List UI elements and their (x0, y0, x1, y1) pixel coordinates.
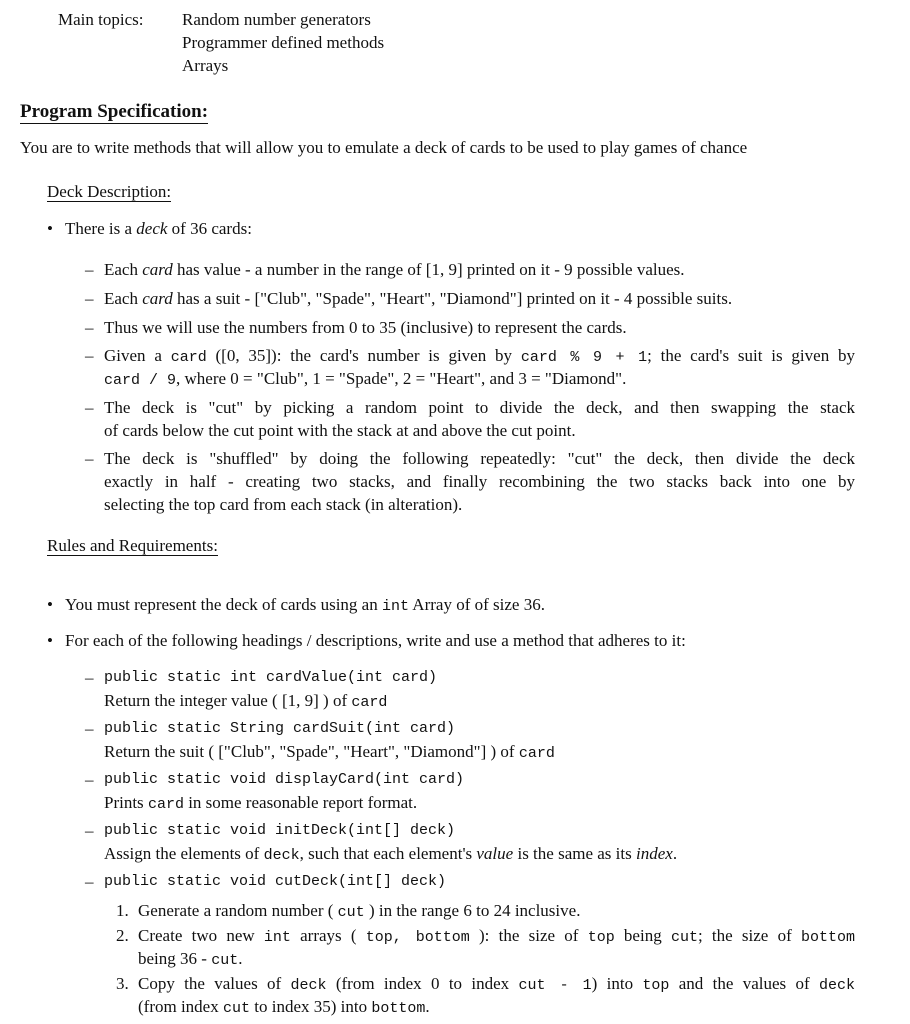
dash-icon: – (85, 449, 94, 468)
text-run: (from index 0 to index (326, 974, 519, 993)
inline-code: card (351, 694, 388, 711)
text-run: has a suit - ["Club", "Spade", "Heart", "Diamond"] printed on it - 4 possible suits. (172, 289, 733, 308)
text-line (138, 996, 430, 1020)
text-line (104, 471, 855, 493)
inline-code: top, bottom (365, 929, 470, 946)
text-line (104, 317, 627, 339)
text-line (104, 843, 677, 867)
inline-code: card (147, 796, 184, 813)
text-run: selecting the top card from each stack (in alteration). (104, 495, 463, 514)
text-line (138, 973, 855, 997)
inline-code: cut (211, 952, 239, 969)
dash-icon: – (85, 289, 94, 308)
text-line (104, 448, 855, 470)
dash-icon: – (85, 770, 94, 789)
text-run: has value - a number in the range of [1, 9] printed on it - 9 possible values. (172, 260, 685, 279)
text-line (104, 259, 685, 281)
text-run: Create two new (138, 926, 264, 945)
text-line (104, 397, 855, 419)
inline-code: top (642, 977, 670, 994)
subheading-deck: Deck Description: (47, 182, 172, 201)
text-run: and the values of (669, 974, 819, 993)
dash-icon: – (85, 668, 94, 687)
emphasis: card (142, 260, 173, 279)
text-run: For each of the following headings / descriptions, write and use a method that adheres to it: (65, 631, 686, 650)
inline-code: deck (263, 847, 300, 864)
text-line (104, 420, 576, 442)
spec-intro: You are to write methods that will allow you to emulate a deck of cards to be used to play games of chance (20, 138, 748, 157)
dash-icon: – (85, 719, 94, 738)
inline-code: card (170, 349, 207, 366)
inline-code: cut - 1 (518, 977, 592, 994)
inline-code: top (587, 929, 615, 946)
text-run: arrays ( (290, 926, 366, 945)
inline-code: cut (670, 929, 698, 946)
subheading-rules: Rules and Requirements: (47, 536, 218, 555)
text-run: Each (104, 260, 143, 279)
text-line (104, 368, 626, 392)
method-signature: public static void cutDeck(int[] deck) (104, 873, 447, 890)
inline-code: card % 9 + 1 (520, 349, 648, 366)
inline-code: cut (337, 904, 365, 921)
emphasis: value (476, 844, 514, 863)
inline-code: int (381, 598, 409, 615)
dash-icon: – (85, 398, 94, 417)
dash-icon: – (85, 872, 94, 891)
text-line (65, 630, 686, 652)
text-run: (from index (138, 997, 223, 1016)
text-run: The deck is "cut" by picking a random point to divide the deck, and then swapping the stack (104, 398, 855, 417)
inline-code: deck (290, 977, 327, 994)
text-line (104, 345, 855, 369)
text-run: . (425, 997, 430, 1016)
dash-icon: – (85, 318, 94, 337)
text-run: The deck is "shuffled" by doing the following repeatedly: "cut" the deck, then divide the deck (104, 449, 855, 468)
text-run: in some reasonable report format. (183, 793, 418, 812)
text-run: ; the size of (697, 926, 801, 945)
dash-icon: – (85, 821, 94, 840)
text-line (104, 288, 732, 310)
text-run: of cards below the cut point with the stack at and above the cut point. (104, 421, 576, 440)
bullet-icon: • (47, 219, 53, 238)
bullet-icon: • (47, 631, 53, 650)
emphasis: card (142, 289, 173, 308)
text-run: ): the size of (469, 926, 588, 945)
text-run: Copy the values of (138, 974, 291, 993)
method-signature: public static String cardSuit(int card) (104, 720, 456, 737)
text-run: Prints (104, 793, 148, 812)
inline-code: int (263, 929, 291, 946)
text-line (104, 792, 417, 816)
text-run: being (614, 926, 671, 945)
text-line (138, 948, 242, 972)
text-run: There is a (65, 219, 137, 238)
dash-icon: – (85, 346, 94, 365)
emphasis: index (635, 844, 673, 863)
text-run: Array of of size 36. (408, 595, 545, 614)
text-run: You must represent the deck of cards using an (65, 595, 382, 614)
text-run: Given a (104, 346, 171, 365)
text-run: is the same as its (513, 844, 636, 863)
inline-code: bottom (800, 929, 855, 946)
text-run: Return the suit ( ["Club", "Spade", "Heart", "Diamond"] ) of (104, 742, 519, 761)
text-run: Assign the elements of (104, 844, 264, 863)
text-line (65, 594, 545, 618)
text-line (104, 494, 462, 516)
text-run: Return the integer value ( [1, 9] ) of (104, 691, 352, 710)
text-line (138, 900, 580, 924)
text-run: , where 0 = "Club", 1 = "Spade", 2 = "Heart", and 3 = "Diamond". (176, 369, 627, 388)
text-run: ) in the range 6 to 24 inclusive. (364, 901, 581, 920)
text-run: , such that each element's (299, 844, 477, 863)
step-number: 2. (116, 926, 129, 945)
text-line (104, 741, 555, 765)
text-run: exactly in half - creating two stacks, and finally recombining the two stacks back into one by (104, 472, 855, 491)
dash-icon: – (85, 260, 94, 279)
text-run: of 36 cards: (167, 219, 252, 238)
topic-item: Random number generators (182, 10, 371, 29)
method-signature: public static void initDeck(int[] deck) (104, 822, 456, 839)
method-signature: public static void displayCard(int card) (104, 771, 465, 788)
method-signature: public static int cardValue(int card) (104, 669, 438, 686)
text-line (138, 925, 855, 949)
text-run: being 36 - (138, 949, 212, 968)
topic-item: Programmer defined methods (182, 33, 385, 52)
text-run: Generate a random number ( (138, 901, 338, 920)
inline-code: deck (819, 977, 856, 994)
text-run: . (238, 949, 243, 968)
text-run: ([0, 35]): the card's number is given by (206, 346, 521, 365)
section-heading-spec: Program Specification: (20, 101, 209, 122)
step-number: 3. (116, 974, 129, 993)
topic-item: Arrays (182, 56, 229, 75)
text-run: Thus we will use the numbers from 0 to 35 (inclusive) to represent the cards. (104, 318, 627, 337)
text-run: Each (104, 289, 143, 308)
text-run: to index 35) into (250, 997, 372, 1016)
inline-code: card / 9 (104, 372, 177, 389)
bullet-icon: • (47, 595, 53, 614)
text-run: . (672, 844, 678, 863)
topics-label: Main topics: (58, 10, 144, 29)
text-line (65, 218, 252, 240)
text-run: ) into (591, 974, 643, 993)
emphasis: deck (136, 219, 168, 238)
text-line (104, 690, 387, 714)
inline-code: bottom (371, 1000, 426, 1017)
step-number: 1. (116, 901, 129, 920)
inline-code: card (518, 745, 555, 762)
text-run: ; the card's suit is given by (647, 346, 856, 365)
inline-code: cut (222, 1000, 250, 1017)
